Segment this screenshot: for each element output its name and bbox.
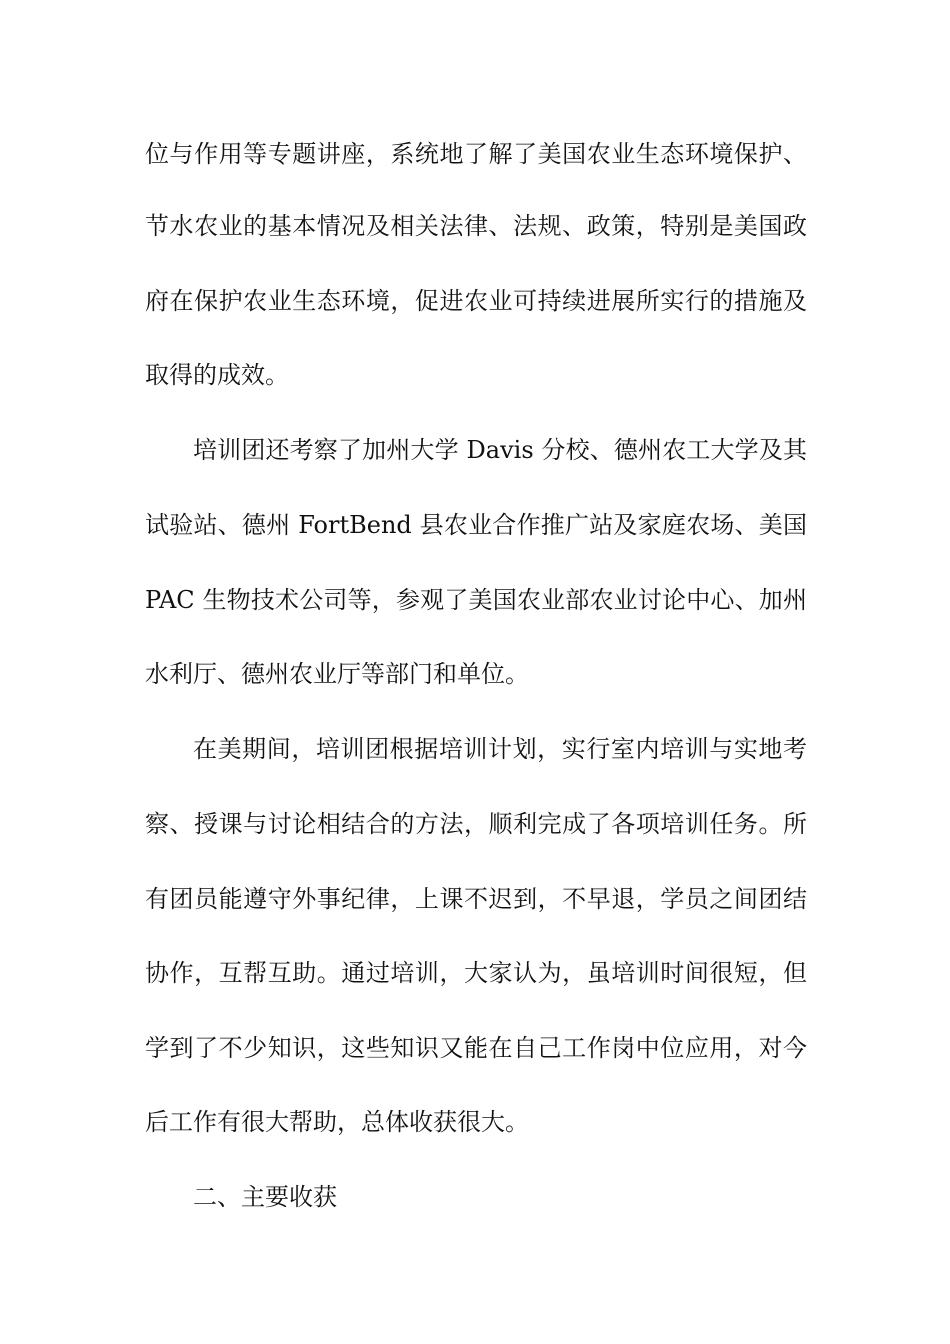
paragraph-3-line-5: 学到了不少知识，这些知识又能在自己工作岗中位应用，对今 (145, 1034, 807, 1062)
paragraph-1-line-4: 取得的成效。 (145, 361, 289, 389)
paragraph-3-line-4: 协作，互帮互助。通过培训，大家认为，虽培训时间很短，但 (145, 959, 807, 987)
paragraph-1-line-3: 府在保护农业生态环境，促进农业可持续进展所实行的措施及 (145, 287, 807, 315)
section-heading: 二、主要收获 (193, 1183, 337, 1211)
paragraph-3-line-1: 在美期间，培训团根据培训计划，实行室内培训与实地考 (193, 735, 807, 763)
paragraph-1-line-1: 位与作用等专题讲座，系统地了解了美国农业生态环境保护、 (145, 140, 807, 168)
paragraph-1-line-2: 节水农业的基本情况及相关法律、法规、政策，特别是美国政 (145, 212, 807, 240)
paragraph-2-line-2: 试验站、德州 FortBend 县农业合作推广站及家庭农场、美国 (145, 511, 807, 539)
paragraph-2-line-3: PAC 生物技术公司等，参观了美国农业部农业讨论中心、加州 (145, 586, 807, 614)
paragraph-3-line-3: 有团员能遵守外事纪律，上课不迟到，不早退，学员之间团结 (145, 885, 807, 913)
document-page (145, 0, 807, 1344)
paragraph-3-line-2: 察、授课与讨论相结合的方法，顺利完成了各项培训任务。所 (145, 810, 807, 838)
paragraph-2-line-1: 培训团还考察了加州大学 Davis 分校、德州农工大学及其 (193, 436, 807, 464)
paragraph-2-line-4: 水利厅、德州农业厅等部门和单位。 (145, 660, 529, 688)
paragraph-3-line-6: 后工作有很大帮助，总体收获很大。 (145, 1108, 529, 1136)
